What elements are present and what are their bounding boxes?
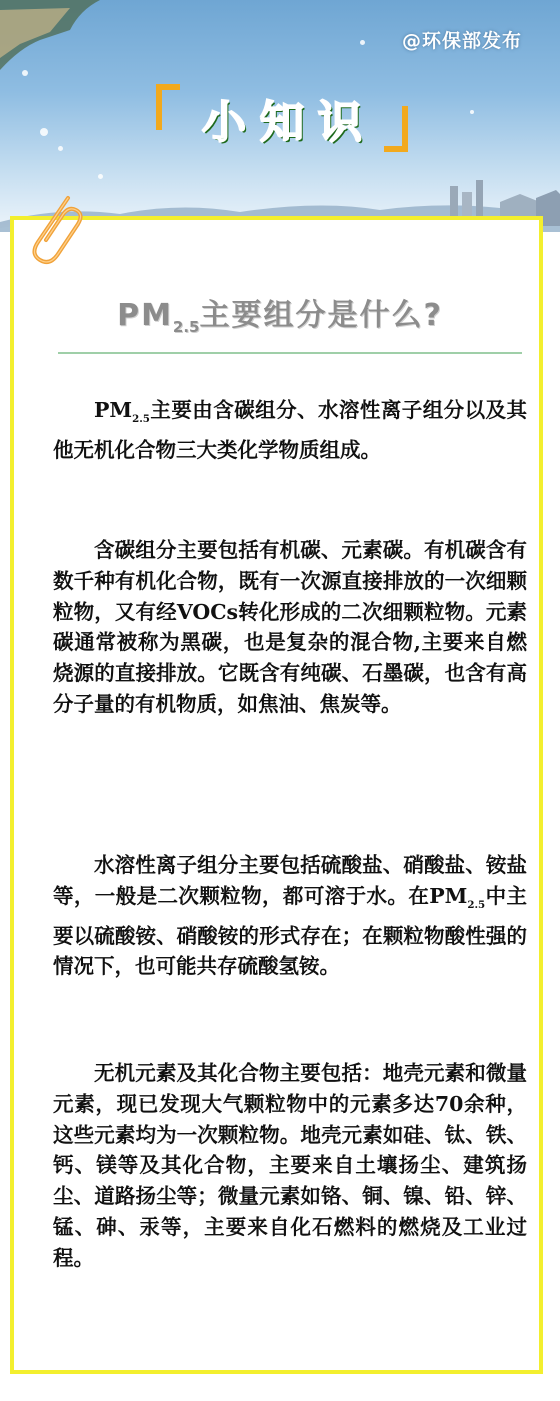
p3-start: 水溶性离子组分主要包括硫酸盐、硝酸盐、铵盐等，一般是二次颗粒物，都可溶于水。在PM: [53, 853, 527, 908]
header-banner: [0, 0, 560, 232]
p1-rest: 主要由含碳组分、水溶性离子组分以及其他无机化合物三大类化学物质组成。: [53, 398, 527, 462]
pavilion-roof-decoration: [0, 0, 110, 70]
p1-pm: PM: [94, 398, 133, 422]
source-tag: @环保部发布: [401, 30, 522, 52]
heading-divider: [58, 352, 522, 354]
p3-rest: 中主要以硫酸铵、硝酸铵的形式存在；在颗粒物酸性强的情况下，也可能共存硫酸氢铵。: [53, 883, 528, 979]
sparkle: [360, 40, 365, 45]
sparkle: [40, 128, 48, 136]
paragraph-water-soluble: [53, 850, 527, 982]
paperclip-icon: [24, 192, 84, 272]
corner-bracket-right: [384, 106, 408, 152]
paragraph-carbon: 含碳组分主要包括有机碳、元素碳。有机碳含有数千种有机化合物，既有一次源直接排放的一次细颗粒物，又有经VOCs转化形成的二次细颗粒物。元素碳通常被称为黑碳，也是复杂的混合物,主要来自燃烧源的直接排放。它既含有纯碳、石墨碳，也含有高分子量的有机物质，如焦油、焦炭等。: [53, 538, 527, 716]
p3-subscript: 2.5: [467, 898, 486, 911]
banner-title: [154, 80, 410, 156]
banner-title-text: 小知识: [202, 97, 376, 148]
sparkle: [58, 146, 63, 151]
paragraph-inorganic: 无机元素及其化合物主要包括：地壳元素和微量元素，现已发现大气颗粒物中的元素多达70余种，这些元素均为一次颗粒物。地壳元素如硅、钛、铁、钙、镁等及其化合物，主要来自土壤扬尘、建筑扬尘、道路扬尘等；微量元素如铬、铜、镍、铅、锌、锰、砷、汞等，主要来自化石燃料的燃烧及工业过程。: [53, 1061, 527, 1270]
sparkle: [470, 110, 474, 114]
sparkle: [22, 70, 28, 76]
paragraph-overview: [53, 395, 527, 466]
heading-rest: 主要组分是什么?: [199, 298, 443, 333]
heading-subscript: 2.5: [172, 318, 200, 336]
p1-subscript: 2.5: [132, 413, 150, 426]
article-heading: [0, 290, 560, 336]
corner-bracket-left: [156, 84, 180, 130]
heading-pm: PM: [117, 298, 173, 333]
